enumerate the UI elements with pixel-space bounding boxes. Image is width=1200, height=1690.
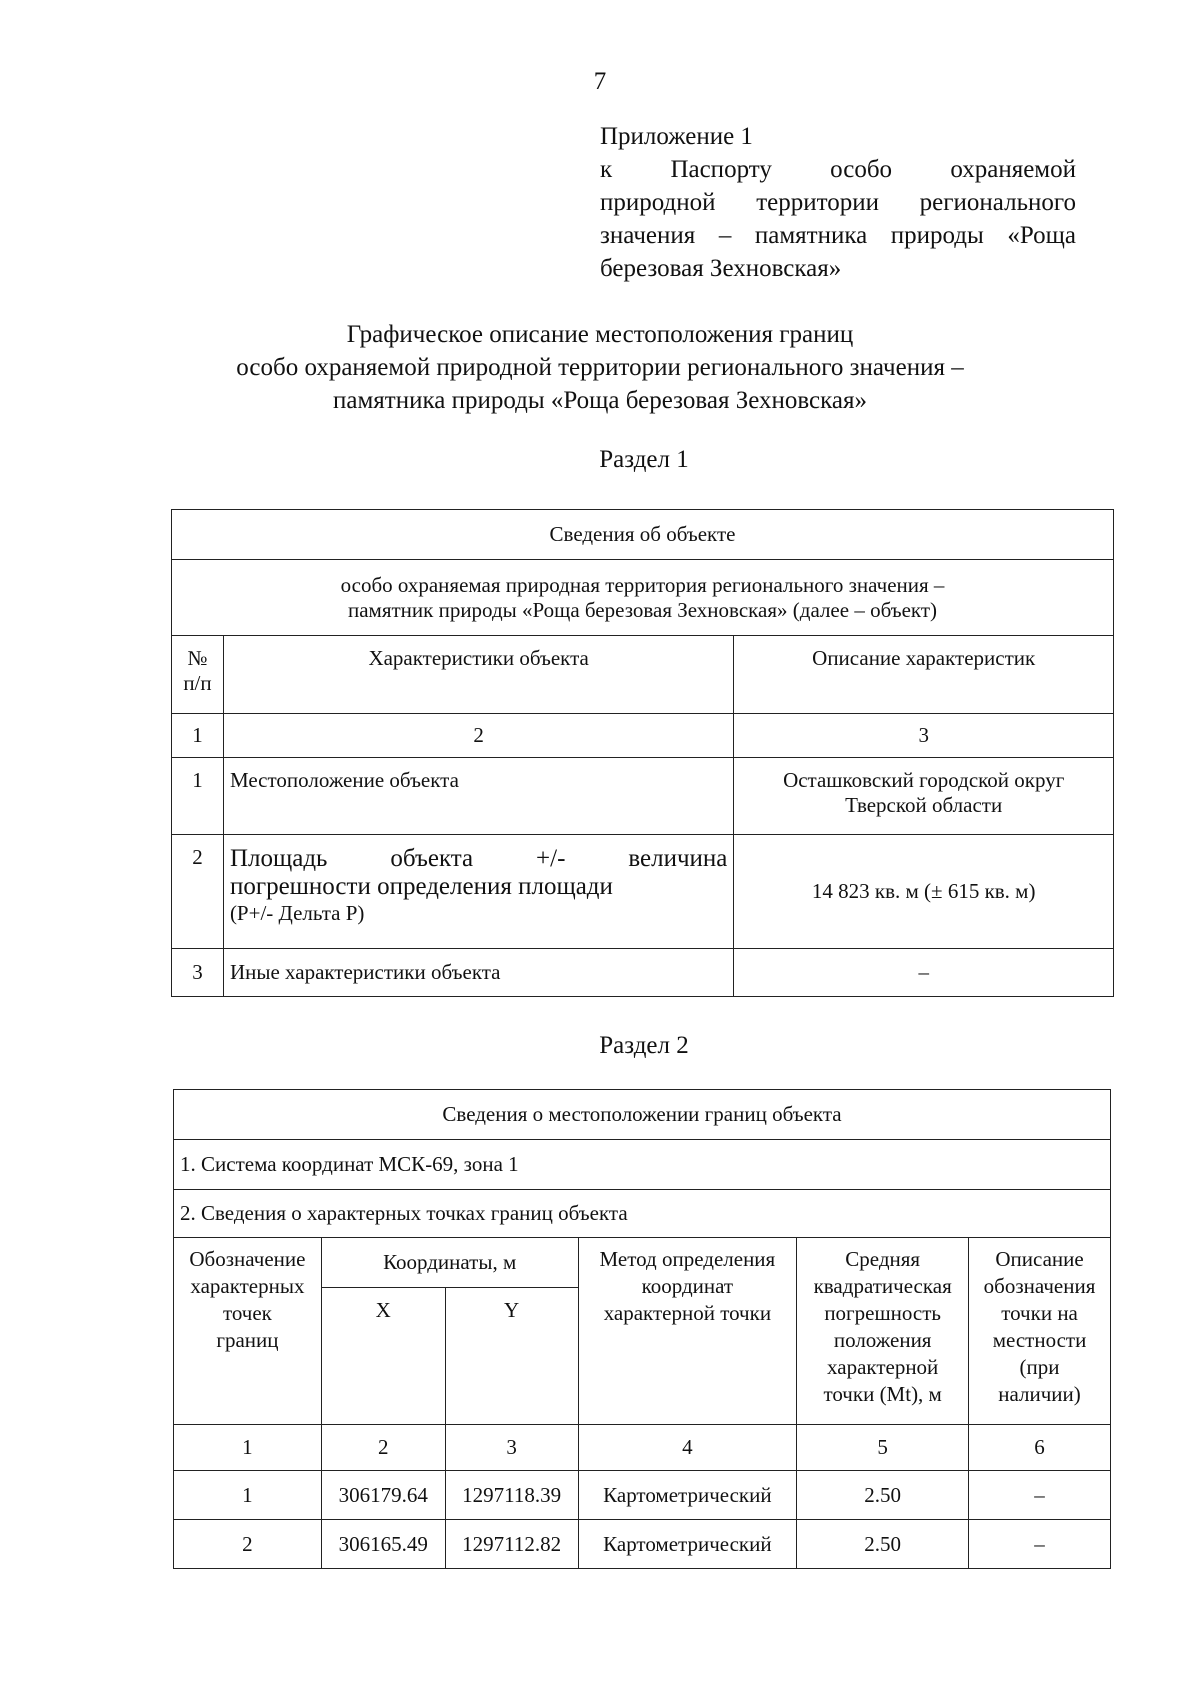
- characteristic-cell: Местоположение объекта: [223, 758, 733, 835]
- column-header-designation: [174, 1238, 322, 1425]
- appendix-line: березовая Зехновская»: [600, 255, 842, 282]
- header-line: (при: [1019, 1355, 1060, 1379]
- column-header-line: №: [187, 646, 208, 670]
- y-cell: 1297118.39: [445, 1471, 578, 1520]
- appendix-line: значения – памятника природы «Роща: [600, 222, 1076, 249]
- header-line: квадратическая: [813, 1274, 952, 1298]
- row-number: 2: [172, 835, 224, 949]
- characteristic-line: погрешности определения площади: [229, 873, 613, 900]
- header-line: Описание: [995, 1247, 1084, 1271]
- column-number: 2: [223, 714, 733, 758]
- column-number: 2: [321, 1425, 445, 1471]
- header-line: точек: [222, 1301, 272, 1325]
- column-header-line: п/п: [183, 671, 212, 695]
- y-cell: 1297112.82: [445, 1520, 578, 1569]
- header-line: характерных: [190, 1274, 305, 1298]
- description-line: Тверской области: [845, 793, 1003, 817]
- column-header-coordinates: Координаты, м: [321, 1238, 578, 1288]
- table-row: [174, 1471, 1111, 1520]
- header-line: границ: [216, 1328, 279, 1352]
- row-number: 3: [172, 949, 224, 997]
- row-number: 1: [172, 758, 224, 835]
- section1-heading: Раздел 1: [599, 446, 689, 473]
- title-line: памятника природы «Роща березовая Зехновская»: [333, 387, 867, 414]
- table-header: Сведения о местоположении границ объекта: [174, 1090, 1111, 1140]
- title-line: особо охраняемой природной территории регионального значения –: [236, 354, 964, 381]
- coordinate-system: 1. Система координат МСК-69, зона 1: [174, 1140, 1111, 1190]
- object-name-cell: [172, 560, 1114, 636]
- description-cell: 14 823 кв. м (± 615 кв. м): [734, 835, 1114, 949]
- error-cell: 2.50: [797, 1520, 969, 1569]
- header-line: Метод определения: [599, 1247, 776, 1271]
- appendix-note: [600, 120, 1076, 285]
- document-title: [150, 318, 1050, 417]
- column-number: 5: [797, 1425, 969, 1471]
- column-number: 3: [445, 1425, 578, 1471]
- object-name-line: особо охраняемая природная территория регионального значения –: [340, 572, 945, 597]
- column-header-description: [969, 1238, 1111, 1425]
- points-info: 2. Сведения о характерных точках границ объекта: [174, 1190, 1111, 1238]
- description-cell: –: [734, 949, 1114, 997]
- table-row: [174, 1520, 1111, 1569]
- header-line: Средняя: [845, 1247, 921, 1271]
- point-cell: 1: [174, 1471, 322, 1520]
- header-line: положения: [833, 1328, 932, 1352]
- table-row: [172, 949, 1114, 997]
- header-line: точки на: [1001, 1301, 1078, 1325]
- header-line: обозначения: [983, 1274, 1096, 1298]
- characteristic-cell: Иные характеристики объекта: [223, 949, 733, 997]
- header-line: местности: [992, 1328, 1087, 1352]
- characteristic-line: Площадь объекта +/- величина: [229, 845, 728, 872]
- title-line: Графическое описание местоположения границ: [346, 321, 854, 348]
- method-cell: Картометрический: [578, 1471, 797, 1520]
- header-line: координат: [641, 1274, 734, 1298]
- column-header-error: [797, 1238, 969, 1425]
- description-cell: –: [969, 1520, 1111, 1569]
- table-header: Сведения об объекте: [172, 510, 1114, 560]
- column-header-method: [578, 1238, 797, 1425]
- column-header: [172, 636, 224, 714]
- table-row: [172, 835, 1114, 949]
- appendix-line: Приложение 1: [600, 123, 753, 150]
- header-line: Обозначение: [189, 1247, 306, 1271]
- table-row: [172, 758, 1114, 835]
- column-number: 6: [969, 1425, 1111, 1471]
- column-header: Характеристики объекта: [223, 636, 733, 714]
- page-number: 7: [593, 68, 607, 95]
- column-number: 1: [174, 1425, 322, 1471]
- description-cell: –: [969, 1471, 1111, 1520]
- appendix-line: к Паспорту особо охраняемой: [600, 156, 1076, 183]
- header-line: точки (Mt), м: [823, 1382, 942, 1406]
- point-cell: 2: [174, 1520, 322, 1569]
- characteristic-cell: [223, 835, 733, 949]
- column-header: Описание характеристик: [734, 636, 1114, 714]
- header-line: характерной: [827, 1355, 939, 1379]
- boundary-points-table: [173, 1089, 1111, 1569]
- column-number: 1: [172, 714, 224, 758]
- column-number: 4: [578, 1425, 797, 1471]
- error-cell: 2.50: [797, 1471, 969, 1520]
- appendix-line: природной территории регионального: [600, 189, 1076, 216]
- object-name-line: памятник природы «Роща березовая Зехновская» (далее – объект): [347, 597, 938, 622]
- object-info-table: [171, 509, 1114, 997]
- description-cell: [734, 758, 1114, 835]
- header-line: характерной точки: [603, 1301, 772, 1325]
- characteristic-line: (Р+/- Дельта Р): [229, 901, 365, 925]
- x-cell: 306179.64: [321, 1471, 445, 1520]
- column-number: 3: [734, 714, 1114, 758]
- method-cell: Картометрический: [578, 1520, 797, 1569]
- column-header-x: X: [321, 1288, 445, 1425]
- header-line: погрешность: [824, 1301, 941, 1325]
- description-line: Осташковский городской округ: [783, 768, 1065, 792]
- x-cell: 306165.49: [321, 1520, 445, 1569]
- column-header-y: Y: [445, 1288, 578, 1425]
- section2-heading: Раздел 2: [599, 1032, 689, 1059]
- header-line: наличии): [998, 1382, 1081, 1406]
